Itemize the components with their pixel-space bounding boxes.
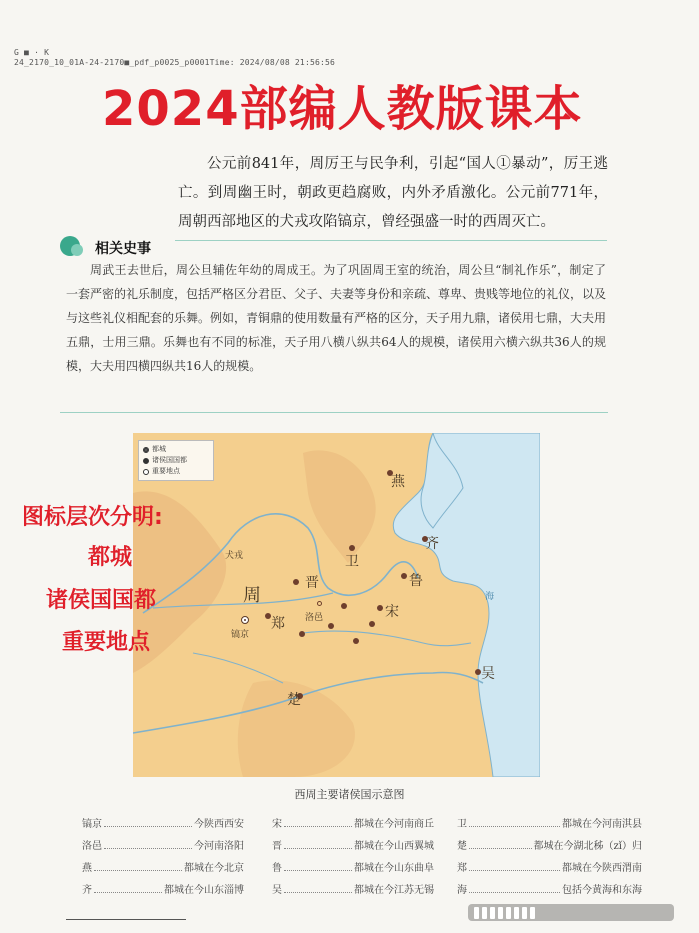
scan-header-line2: 24_2170_10_01A-24-2170■_pdf_p0025_p0001Time: 2024/08/08 21:56:56 [14,58,336,67]
related-history-paragraph [66,258,606,378]
footnote-rule [66,919,186,920]
map-label-qi: 齐 [425,536,439,552]
capital-symbol-icon [143,447,149,453]
sea-area [393,433,540,777]
note-item: 鲁 都城在今山东曲阜 [272,859,434,874]
marker-point-4 [369,621,375,627]
marker-luoyi [317,601,322,606]
han-river [193,653,283,683]
section-end-divider [60,412,608,413]
map-label-chu: 楚 [287,692,301,708]
marker-lu [401,573,407,579]
map-legend [138,440,214,481]
annotation-line1: 图标层次分明: [22,505,163,530]
map-label-wu: 吴 [481,666,495,682]
note-item: 燕 都城在今北京 [82,859,244,874]
huai-river [303,631,471,646]
related-history-title: 相关史事 [95,241,151,257]
marker-point-2 [353,638,359,644]
legend-item-capital [143,444,209,455]
note-item: 郑 都城在今陕西渭南 [457,859,642,874]
note-item: 晋 都城在今山西翼城 [272,837,434,852]
map-label-zheng: 郑 [271,616,285,632]
related-history-text: 周武王去世后，周公旦辅佐年幼的周成王。为了巩固周王室的统治，周公旦“制礼作乐”，制定了一套严密的礼乐制度，包括严格区分君臣、父子、夫妻等身份和亲疏、尊卑、贵贱等地位的礼仪，以及与这些礼仪相配套的乐舞。例如，青铜鼎的使用数量有严格的区分，天子用九鼎，诸侯用七鼎，大夫用五鼎，士用三鼎。乐舞也有不同的标准，天子用八横八纵共64人的规模，诸侯用六横六纵共36人的规模，大夫用四横四纵共16人的规模。 [66,263,607,373]
note-item: 齐 都城在今山东淄博 [82,881,244,896]
intro-text: 公元前841年，周厉王与民争利，引起“国人①暴动”，厉王逃亡。到周幽王时，朝政更趋腐败，内外矛盾激化。公元前771年，周朝西部地区的犬戎攻陷镐京，曾经强盛一时的西周灭亡。 [178,156,608,230]
related-history-icon [60,236,80,256]
map-caption: 西周主要诸侯国示意图 [294,788,405,801]
marker-song [377,605,383,611]
scan-header [14,48,335,68]
legend-label-vassal-capital: 诸侯国国都 [152,456,187,464]
map-label-lu: 鲁 [409,573,423,589]
note-item: 镐京 今陕西西安 [82,815,244,830]
intro-paragraph [178,150,608,237]
note-item: 宋 都城在今河南商丘 [272,815,434,830]
marker-point-3 [328,623,334,629]
note-item: 吴 都城在今江苏无锡 [272,881,434,896]
note-item: 洛邑 今河南洛阳 [82,837,244,852]
legend-item-vassal-capital [143,455,209,466]
map-label-haojing: 镐京 [231,630,250,640]
map-label-yan: 燕 [391,474,405,490]
map-label-quanrong: 犬戎 [225,551,244,561]
western-zhou-map [133,433,540,777]
marker-jin [293,579,299,585]
map-label-wei: 卫 [345,554,359,570]
scan-header-line1: G ■ · K [14,48,50,57]
map-label-hai: 海 [485,592,495,602]
annotation-line4: 重要地点 [62,630,151,655]
note-item: 楚 都城在今湖北秭（zǐ）归 [457,837,642,852]
important-place-symbol-icon [143,469,149,475]
map-label-luoyi: 洛邑 [305,613,324,623]
note-item: 海 包括今黄海和东海 [457,881,642,896]
legend-label-capital: 都城 [152,445,166,453]
section-divider [175,240,607,241]
map-label-zhou: 周 [243,585,261,606]
vassal-capital-symbol-icon [143,458,149,464]
legend-label-important-place: 重要地点 [152,467,180,475]
map-base [133,433,540,777]
marker-point-1 [341,603,347,609]
map-label-jin: 晋 [305,575,319,591]
watermark-overlay [468,904,674,921]
marker-point-5 [299,631,305,637]
map-label-song: 宋 [385,604,399,620]
note-item: 卫 都城在今河南淇县 [457,815,642,830]
relief-mountain [303,450,376,563]
legend-item-important-place [143,466,209,477]
headline: 2024部编人教版课本 [102,81,583,137]
annotation-line2: 都城 [88,545,133,570]
annotation-line3: 诸侯国国都 [46,588,157,613]
marker-haojing-capital [241,616,249,624]
